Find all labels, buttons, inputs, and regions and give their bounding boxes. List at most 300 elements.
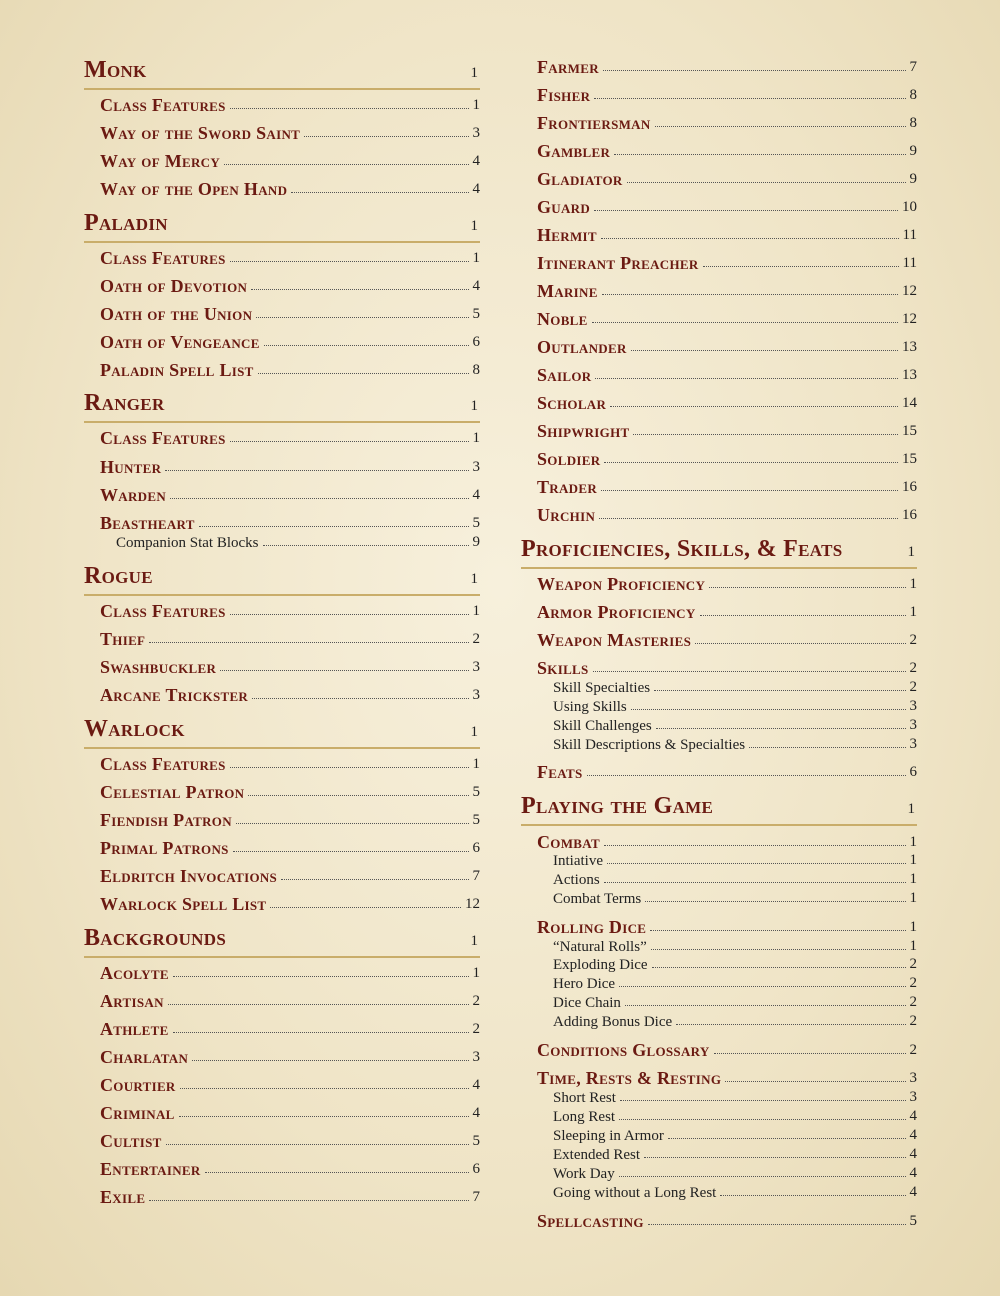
dot-leader xyxy=(165,470,468,471)
toc-entry-page-number: 12 xyxy=(902,283,917,299)
toc-entry-title: Skills xyxy=(537,658,589,678)
toc-entry-title: Way of the Open Hand xyxy=(100,179,288,199)
toc-entry-page-number: 15 xyxy=(902,451,917,467)
toc-entry-title: Time, Rests & Resting xyxy=(537,1068,722,1088)
toc-subentry[interactable] xyxy=(521,717,917,734)
toc-subentry-title: Intiative xyxy=(553,853,603,869)
toc-entry-title: Cultist xyxy=(100,1131,162,1151)
toc-subentry-page-number: 1 xyxy=(909,890,917,906)
toc-entry[interactable] xyxy=(84,1074,480,1094)
toc-entry-title: Way of Mercy xyxy=(100,151,221,171)
toc-entry-title: Noble xyxy=(537,309,588,329)
toc-entry[interactable] xyxy=(84,600,480,620)
toc-entry-page-number: 2 xyxy=(472,631,480,647)
toc-entry-title: Armor Proficiency xyxy=(537,602,696,622)
toc-section[interactable] xyxy=(84,56,480,82)
toc-section[interactable] xyxy=(84,562,480,588)
section-rule xyxy=(84,747,480,749)
toc-subentry[interactable] xyxy=(521,1165,917,1182)
dot-leader xyxy=(180,1088,469,1089)
toc-entry-page-number: 2 xyxy=(909,1042,917,1058)
toc-entry-page-number: 13 xyxy=(902,367,917,383)
toc-section[interactable] xyxy=(521,535,917,561)
toc-entry-page-number: 11 xyxy=(902,227,917,243)
toc-entry[interactable] xyxy=(521,601,917,621)
toc-subentry[interactable] xyxy=(521,1146,917,1163)
toc-subentry-page-number: 3 xyxy=(909,1089,917,1105)
toc-entry[interactable] xyxy=(84,1018,480,1038)
toc-subentry-title: Adding Bonus Dice xyxy=(553,1014,673,1030)
dot-leader xyxy=(725,1081,905,1082)
toc-entry[interactable] xyxy=(521,364,917,384)
toc-entry-page-number: 6 xyxy=(472,1161,480,1177)
toc-subentry-page-number: 4 xyxy=(909,1108,917,1124)
toc-entry[interactable] xyxy=(84,628,480,648)
toc-entry-title: Charlatan xyxy=(100,1047,189,1067)
dot-leader xyxy=(604,882,906,883)
toc-entry[interactable] xyxy=(84,331,480,351)
toc-entry[interactable] xyxy=(84,809,480,829)
toc-subentry-page-number: 2 xyxy=(909,679,917,695)
toc-entry-page-number: 4 xyxy=(472,1077,480,1093)
toc-entry-page-number: 2 xyxy=(909,632,917,648)
dot-leader xyxy=(607,863,906,864)
toc-subentry[interactable] xyxy=(521,890,917,907)
toc-section-title: Backgrounds xyxy=(84,925,227,951)
toc-entry[interactable] xyxy=(521,420,917,440)
toc-entry[interactable] xyxy=(84,962,480,982)
dot-leader xyxy=(633,434,898,435)
toc-entry-page-number: 16 xyxy=(902,507,917,523)
toc-section-page-number: 1 xyxy=(470,571,478,587)
dot-leader xyxy=(149,642,468,643)
toc-subentry-title: Skill Descriptions & Specialties xyxy=(553,737,746,753)
toc-entry-page-number: 1 xyxy=(472,603,480,619)
toc-subentry[interactable] xyxy=(521,975,917,992)
toc-subentry-page-number: 4 xyxy=(909,1127,917,1143)
section-rule xyxy=(84,241,480,243)
toc-subentry-page-number: 2 xyxy=(909,1013,917,1029)
toc-subentry[interactable] xyxy=(521,1013,917,1030)
toc-entry-page-number: 16 xyxy=(902,479,917,495)
toc-entry[interactable] xyxy=(521,252,917,272)
toc-entry[interactable] xyxy=(84,484,480,504)
dot-leader xyxy=(604,845,906,846)
dot-leader xyxy=(645,901,905,902)
dot-leader xyxy=(695,643,905,644)
toc-entry-title: Way of the Sword Saint xyxy=(100,123,301,143)
toc-section[interactable] xyxy=(84,924,480,950)
dot-leader xyxy=(170,498,468,499)
dot-leader xyxy=(205,1172,469,1173)
toc-entry-title: Warlock Spell List xyxy=(100,894,267,914)
toc-section[interactable] xyxy=(521,792,917,818)
dot-leader xyxy=(720,1195,905,1196)
toc-entry[interactable] xyxy=(84,275,480,295)
toc-entry-title: Hermit xyxy=(537,225,597,245)
toc-subentry-title: Skill Challenges xyxy=(553,718,652,734)
section-rule xyxy=(521,567,917,569)
toc-section-title: Paladin xyxy=(84,210,168,236)
dot-leader xyxy=(233,851,469,852)
dot-leader xyxy=(655,126,906,127)
dot-leader xyxy=(602,294,898,295)
dot-leader xyxy=(631,709,906,710)
toc-subentry-page-number: 1 xyxy=(909,852,917,868)
dot-leader xyxy=(199,526,469,527)
dot-leader xyxy=(166,1144,469,1145)
toc-entry[interactable] xyxy=(521,224,917,244)
dot-leader xyxy=(252,698,468,699)
dot-leader xyxy=(601,238,899,239)
toc-entry-page-number: 1 xyxy=(909,576,917,592)
toc-section-page-number: 1 xyxy=(470,65,478,81)
toc-entry-page-number: 13 xyxy=(902,339,917,355)
dot-leader xyxy=(644,1157,905,1158)
toc-entry[interactable] xyxy=(521,196,917,216)
toc-entry-page-number: 4 xyxy=(472,153,480,169)
toc-subentry[interactable] xyxy=(521,994,917,1011)
toc-entry-page-number: 12 xyxy=(902,311,917,327)
toc-entry[interactable] xyxy=(521,1067,917,1087)
toc-entry[interactable] xyxy=(84,359,480,379)
dot-leader xyxy=(248,795,468,796)
toc-subentry[interactable] xyxy=(521,736,917,753)
toc-entry-page-number: 4 xyxy=(472,181,480,197)
toc-entry-page-number: 5 xyxy=(472,515,480,531)
toc-entry-page-number: 8 xyxy=(472,362,480,378)
dot-leader xyxy=(749,747,905,748)
toc-subentry-page-number: 4 xyxy=(909,1184,917,1200)
dot-leader xyxy=(270,907,461,908)
toc-subentry-page-number: 2 xyxy=(909,975,917,991)
toc-entry-title: Paladin Spell List xyxy=(100,360,254,380)
toc-entry-title: Frontiersman xyxy=(537,113,651,133)
toc-entry[interactable] xyxy=(521,112,917,132)
toc-subentry[interactable] xyxy=(521,938,917,955)
dot-leader xyxy=(594,98,905,99)
toc-subentry-page-number: 4 xyxy=(909,1165,917,1181)
toc-subentry-title: Using Skills xyxy=(553,699,627,715)
toc-entry-title: Fisher xyxy=(537,85,591,105)
toc-entry-title: Marine xyxy=(537,281,598,301)
dot-leader xyxy=(251,289,468,290)
dot-leader xyxy=(595,378,898,379)
toc-subentry-title: Combat Terms xyxy=(553,891,642,907)
toc-subentry-page-number: 1 xyxy=(909,938,917,954)
toc-entry[interactable] xyxy=(84,94,480,114)
dot-leader xyxy=(281,879,468,880)
toc-subentry-page-number: 4 xyxy=(909,1146,917,1162)
toc-entry-title: Beastheart xyxy=(100,513,195,533)
toc-entry-title: Exile xyxy=(100,1187,146,1207)
toc-entry-title: Rolling Dice xyxy=(537,917,647,937)
toc-entry[interactable] xyxy=(521,392,917,412)
toc-entry[interactable] xyxy=(84,1102,480,1122)
dot-leader xyxy=(587,775,906,776)
toc-section[interactable] xyxy=(84,715,480,741)
toc-entry[interactable] xyxy=(84,1130,480,1150)
toc-entry[interactable] xyxy=(84,837,480,857)
toc-entry-title: Acolyte xyxy=(100,963,169,983)
toc-entry-page-number: 3 xyxy=(472,125,480,141)
dot-leader xyxy=(631,350,898,351)
dot-leader xyxy=(230,441,469,442)
toc-section-page-number: 1 xyxy=(470,933,478,949)
toc-entry-title: Gambler xyxy=(537,141,611,161)
toc-entry[interactable] xyxy=(521,629,917,649)
toc-subentry-page-number: 3 xyxy=(909,698,917,714)
toc-entry-title: Artisan xyxy=(100,991,164,1011)
dot-leader xyxy=(619,1176,906,1177)
toc-entry-page-number: 6 xyxy=(909,764,917,780)
dot-leader xyxy=(654,690,905,691)
toc-section-page-number: 1 xyxy=(907,801,915,817)
toc-entry-title: Oath of Vengeance xyxy=(100,332,260,352)
dot-leader xyxy=(625,1005,906,1006)
toc-entry-title: Oath of Devotion xyxy=(100,276,248,296)
toc-entry-title: Arcane Trickster xyxy=(100,685,249,705)
toc-entry[interactable] xyxy=(521,280,917,300)
toc-subentry-page-number: 3 xyxy=(909,717,917,733)
toc-entry-title: Feats xyxy=(537,762,583,782)
toc-entry-page-number: 7 xyxy=(909,59,917,75)
dot-leader xyxy=(676,1024,905,1025)
toc-subentry[interactable] xyxy=(521,871,917,888)
toc-subentry-title: Going without a Long Rest xyxy=(553,1185,717,1201)
toc-entry[interactable] xyxy=(84,456,480,476)
toc-section-title: Proficiencies, Skills, & Feats xyxy=(521,536,843,562)
toc-entry[interactable] xyxy=(84,1186,480,1206)
toc-subentry[interactable] xyxy=(521,1108,917,1125)
dot-leader xyxy=(656,728,906,729)
dot-leader xyxy=(149,1200,468,1201)
toc-entry-page-number: 4 xyxy=(472,278,480,294)
toc-entry[interactable] xyxy=(521,504,917,524)
toc-entry-page-number: 9 xyxy=(909,171,917,187)
toc-subentry[interactable] xyxy=(521,698,917,715)
toc-entry[interactable] xyxy=(521,140,917,160)
toc-entry[interactable] xyxy=(521,657,917,677)
section-rule xyxy=(84,594,480,596)
dot-leader xyxy=(620,1100,906,1101)
toc-entry-page-number: 7 xyxy=(472,1189,480,1205)
toc-entry[interactable] xyxy=(521,168,917,188)
toc-subentry[interactable] xyxy=(521,956,917,973)
toc-entry-page-number: 2 xyxy=(909,660,917,676)
toc-subentry-page-number: 9 xyxy=(472,534,480,550)
toc-entry[interactable] xyxy=(521,1210,917,1230)
toc-entry-page-number: 1 xyxy=(909,834,917,850)
toc-entry-page-number: 1 xyxy=(472,965,480,981)
dot-leader xyxy=(593,671,906,672)
toc-subentry-page-number: 1 xyxy=(909,871,917,887)
toc-entry-page-number: 8 xyxy=(909,87,917,103)
dot-leader xyxy=(619,986,905,987)
toc-entry[interactable] xyxy=(84,150,480,170)
toc-subentry[interactable] xyxy=(521,1127,917,1144)
toc-entry-page-number: 5 xyxy=(472,306,480,322)
toc-subentry-title: Skill Specialties xyxy=(553,680,651,696)
toc-entry[interactable] xyxy=(84,893,480,913)
toc-subentry-title: Extended Rest xyxy=(553,1147,641,1163)
toc-entry-page-number: 2 xyxy=(472,993,480,1009)
dot-leader xyxy=(230,261,469,262)
dot-leader xyxy=(291,192,468,193)
toc-entry[interactable] xyxy=(84,656,480,676)
toc-section-page-number: 1 xyxy=(470,724,478,740)
toc-subentry-title: Sleeping in Armor xyxy=(553,1128,664,1144)
toc-entry[interactable] xyxy=(521,1039,917,1059)
toc-entry[interactable] xyxy=(84,1046,480,1066)
toc-entry-title: Class Features xyxy=(100,95,226,115)
toc-subentry[interactable] xyxy=(521,852,917,869)
toc-entry-title: Gladiator xyxy=(537,169,623,189)
toc-entry[interactable] xyxy=(84,178,480,198)
dot-leader xyxy=(168,1004,469,1005)
toc-subentry-title: Exploding Dice xyxy=(553,957,648,973)
toc-section-title: Ranger xyxy=(84,390,165,416)
toc-entry-page-number: 1 xyxy=(472,756,480,772)
toc-entry[interactable] xyxy=(84,247,480,267)
toc-entry-page-number: 5 xyxy=(472,784,480,800)
toc-entry[interactable] xyxy=(84,122,480,142)
toc-subentry-page-number: 2 xyxy=(909,956,917,972)
dot-leader xyxy=(627,182,906,183)
toc-entry-page-number: 5 xyxy=(909,1213,917,1229)
toc-subentry-title: Dice Chain xyxy=(553,995,621,1011)
toc-entry-title: Scholar xyxy=(537,393,607,413)
dot-leader xyxy=(709,587,905,588)
toc-entry-title: Hunter xyxy=(100,457,162,477)
dot-leader xyxy=(256,317,468,318)
dot-leader xyxy=(650,930,905,931)
toc-entry-title: Itinerant Preacher xyxy=(537,253,699,273)
section-rule xyxy=(521,824,917,826)
toc-section[interactable] xyxy=(84,209,480,235)
toc-subentry-title: Companion Stat Blocks xyxy=(116,535,259,551)
toc-entry-page-number: 1 xyxy=(472,97,480,113)
toc-subentry[interactable] xyxy=(84,534,480,551)
toc-entry[interactable] xyxy=(521,308,917,328)
toc-entry-page-number: 3 xyxy=(472,659,480,675)
toc-entry-page-number: 15 xyxy=(902,423,917,439)
dot-leader xyxy=(594,210,898,211)
toc-entry[interactable] xyxy=(84,303,480,323)
toc-entry-title: Warden xyxy=(100,485,167,505)
dot-leader xyxy=(263,545,469,546)
toc-section-title: Monk xyxy=(84,57,147,83)
toc-entry-page-number: 6 xyxy=(472,840,480,856)
toc-entry[interactable] xyxy=(84,512,480,532)
toc-entry[interactable] xyxy=(84,427,480,447)
toc-entry-page-number: 2 xyxy=(472,1021,480,1037)
dot-leader xyxy=(601,490,898,491)
toc-subentry-page-number: 2 xyxy=(909,994,917,1010)
toc-entry[interactable] xyxy=(84,753,480,773)
toc-entry-page-number: 6 xyxy=(472,334,480,350)
toc-entry[interactable] xyxy=(84,1158,480,1178)
toc-entry-title: Sailor xyxy=(537,365,592,385)
toc-entry-title: Spellcasting xyxy=(537,1211,644,1231)
dot-leader xyxy=(304,136,468,137)
toc-entry-page-number: 1 xyxy=(472,430,480,446)
toc-entry-title: Conditions Glossary xyxy=(537,1040,710,1060)
toc-entry[interactable] xyxy=(84,781,480,801)
dot-leader xyxy=(619,1119,905,1120)
toc-section-page-number: 1 xyxy=(470,218,478,234)
toc-entry[interactable] xyxy=(84,865,480,885)
toc-entry-page-number: 3 xyxy=(909,1070,917,1086)
dot-leader xyxy=(599,518,898,519)
toc-entry-title: Farmer xyxy=(537,57,599,77)
dot-leader xyxy=(700,615,906,616)
toc-entry[interactable] xyxy=(521,448,917,468)
toc-entry-page-number: 3 xyxy=(472,1049,480,1065)
toc-entry-title: Celestial Patron xyxy=(100,782,245,802)
dot-leader xyxy=(224,164,468,165)
toc-entry-page-number: 5 xyxy=(472,1133,480,1149)
toc-entry-title: Thief xyxy=(100,629,146,649)
toc-entry-title: Class Features xyxy=(100,248,226,268)
toc-entry[interactable] xyxy=(521,476,917,496)
toc-subentry[interactable] xyxy=(521,679,917,696)
toc-subentry[interactable] xyxy=(521,1184,917,1201)
toc-entry-title: Combat xyxy=(537,832,600,852)
dot-leader xyxy=(668,1138,906,1139)
toc-entry[interactable] xyxy=(521,916,917,936)
toc-entry-title: Class Features xyxy=(100,428,226,448)
toc-entry-title: Fiendish Patron xyxy=(100,810,232,830)
toc-subentry[interactable] xyxy=(521,1089,917,1106)
dot-leader xyxy=(604,462,898,463)
toc-entry-title: Soldier xyxy=(537,449,601,469)
toc-entry[interactable] xyxy=(84,990,480,1010)
toc-entry-page-number: 1 xyxy=(472,250,480,266)
dot-leader xyxy=(648,1224,906,1225)
toc-entry-title: Weapon Proficiency xyxy=(537,574,706,594)
dot-leader xyxy=(714,1053,906,1054)
toc-entry-page-number: 8 xyxy=(909,115,917,131)
dot-leader xyxy=(610,406,898,407)
toc-entry[interactable] xyxy=(521,56,917,76)
dot-leader xyxy=(651,949,906,950)
toc-entry-title: Trader xyxy=(537,477,598,497)
toc-entry[interactable] xyxy=(521,831,917,851)
toc-entry-page-number: 1 xyxy=(909,919,917,935)
toc-entry-title: Oath of the Union xyxy=(100,304,253,324)
toc-entry[interactable] xyxy=(521,336,917,356)
toc-entry-page-number: 5 xyxy=(472,812,480,828)
dot-leader xyxy=(592,322,898,323)
toc-subentry-page-number: 3 xyxy=(909,736,917,752)
toc-entry[interactable] xyxy=(521,761,917,781)
dot-leader xyxy=(230,108,469,109)
dot-leader xyxy=(236,823,469,824)
toc-section[interactable] xyxy=(84,389,480,415)
toc-section-page-number: 1 xyxy=(470,398,478,414)
dot-leader xyxy=(230,614,469,615)
toc-entry-title: Class Features xyxy=(100,601,226,621)
toc-entry-title: Urchin xyxy=(537,505,596,525)
toc-entry-page-number: 1 xyxy=(909,604,917,620)
toc-entry[interactable] xyxy=(521,573,917,593)
toc-entry-title: Criminal xyxy=(100,1103,175,1123)
toc-entry[interactable] xyxy=(84,684,480,704)
toc-section-title: Rogue xyxy=(84,563,153,589)
toc-entry-page-number: 10 xyxy=(902,199,917,215)
toc-entry[interactable] xyxy=(521,84,917,104)
